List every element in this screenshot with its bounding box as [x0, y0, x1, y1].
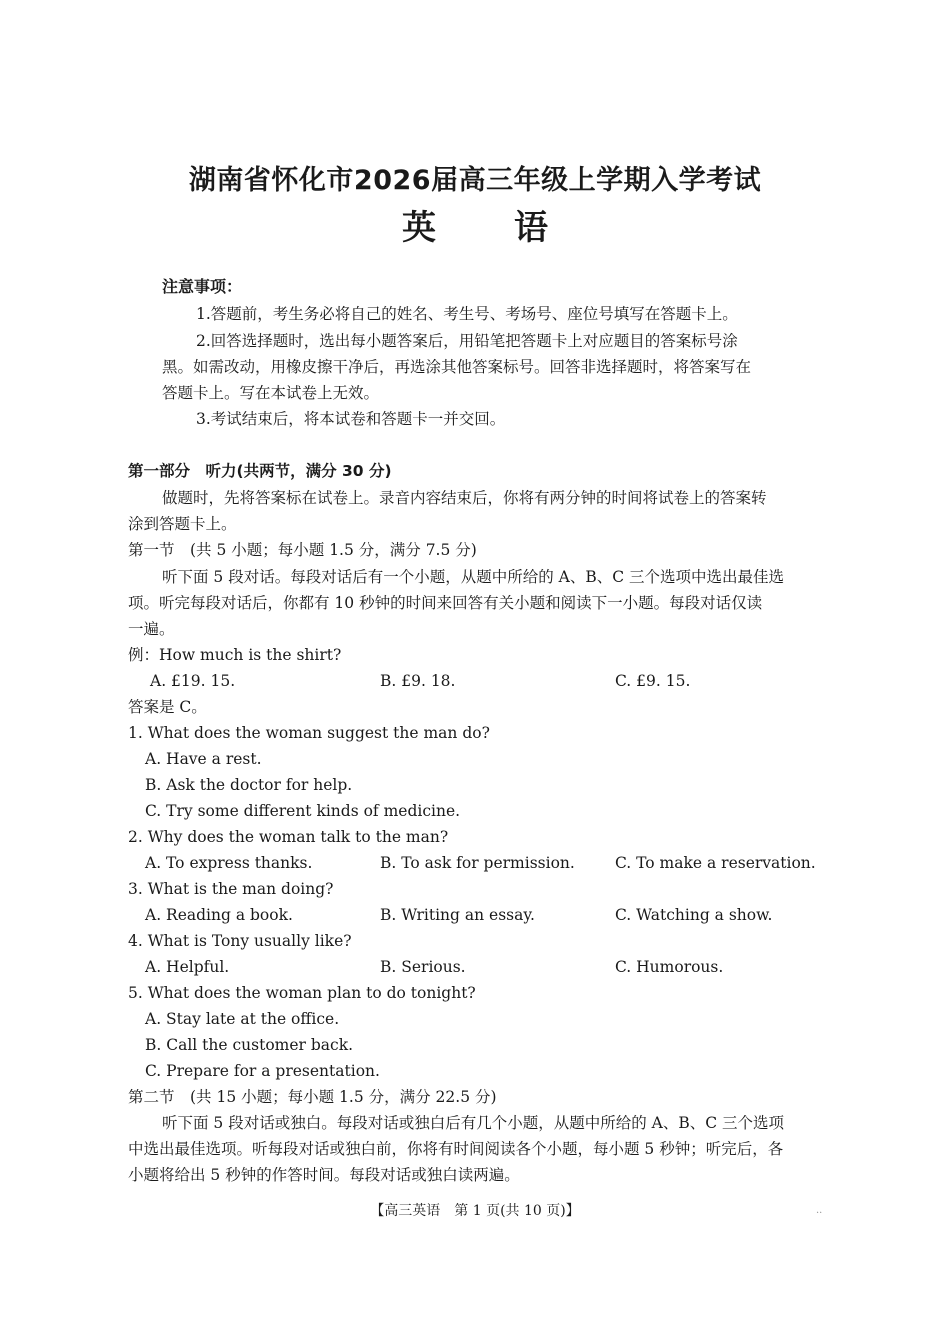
part-one-intro-line-2: 涂到答题卡上。 [128, 515, 237, 533]
example-option-b: B. £9. 18. [380, 672, 456, 690]
question-4-option-c: C. Humorous. [615, 958, 724, 976]
question-1: 1. What does the woman suggest the man do? [128, 724, 490, 742]
example-option-a: A. £19. 15. [150, 672, 236, 690]
example-question: 例：How much is the shirt? [128, 646, 342, 664]
question-5-option-b: B. Call the customer back. [145, 1036, 354, 1054]
question-2: 2. Why does the woman talk to the man? [128, 828, 449, 846]
subject-title [0, 200, 950, 249]
subject-char-2: 语 [514, 208, 548, 248]
notice-item-3: 3.考试结束后，将本试卷和答题卡一并交回。 [196, 410, 506, 428]
question-3-option-c: C. Watching a show. [615, 906, 773, 924]
question-2-option-a: A. To express thanks. [145, 854, 313, 872]
question-5: 5. What does the woman plan to do tonight? [128, 984, 476, 1002]
question-2-option-b: B. To ask for permission. [380, 854, 575, 872]
subject-char-1: 英 [402, 208, 436, 248]
question-1-option-c: C. Try some different kinds of medicine. [145, 802, 461, 820]
question-2-options [0, 852, 950, 874]
notice-item-1: 1.答题前，考生务必将自己的姓名、考生号、考场号、座位号填写在答题卡上。 [196, 305, 738, 323]
section-one-intro-line-3: 一遍。 [128, 620, 175, 638]
section-two-intro-line-2: 中选出最佳选项。听每段对话或独白前，你将有时间阅读各个小题，每小题 5 秒钟；听完后，各 [128, 1140, 784, 1158]
question-3-options [0, 904, 950, 926]
part-one-intro-line-1: 做题时，先将答案标在试卷上。录音内容结束后，你将有两分钟的时间将试卷上的答案转 [162, 489, 767, 507]
notice-heading: 注意事项： [162, 277, 243, 296]
question-3: 3. What is the man doing? [128, 880, 334, 898]
section-one-intro-line-1: 听下面 5 段对话。每段对话后有一个小题，从题中所给的 A、B、C 三个选项中选出最佳选 [162, 568, 785, 586]
notice-item-2-line-1: 2.回答选择题时，选出每小题答案后，用铅笔把答题卡上对应题目的答案标号涂 [196, 332, 738, 350]
question-1-option-a: A. Have a rest. [145, 750, 262, 768]
section-two-heading: 第二节 (共 15 小题；每小题 1.5 分，满分 22.5 分) [128, 1088, 497, 1106]
question-5-option-a: A. Stay late at the office. [145, 1010, 340, 1028]
question-4-options [0, 956, 950, 978]
question-3-option-a: A. Reading a book. [145, 906, 293, 924]
example-answer: 答案是 C。 [128, 698, 207, 716]
section-two-intro-line-3: 小题将给出 5 秒钟的作答时间。每段对话或独白读两遍。 [128, 1166, 520, 1184]
question-5-option-c: C. Prepare for a presentation. [145, 1062, 380, 1080]
question-4-option-b: B. Serious. [380, 958, 466, 976]
page-footer: 【高三英语 第 1 页(共 10 页)】 [370, 1203, 580, 1219]
example-option-c: C. £9. 15. [615, 672, 691, 690]
notice-item-2-line-3: 答题卡上。写在本试卷上无效。 [162, 384, 380, 402]
exam-title: 湖南省怀化市2026届高三年级上学期入学考试 [188, 165, 762, 196]
section-two-intro-line-1: 听下面 5 段对话或独白。每段对话或独白后有几个小题，从题中所给的 A、B、C 三个选项 [162, 1114, 785, 1132]
section-one-heading: 第一节 (共 5 小题；每小题 1.5 分，满分 7.5 分) [128, 541, 477, 559]
question-4: 4. What is Tony usually like? [128, 932, 352, 950]
question-4-option-a: A. Helpful. [145, 958, 230, 976]
part-one-heading: 第一部分 听力(共两节，满分 30 分) [128, 462, 392, 480]
section-one-intro-line-2: 项。听完每段对话后，你都有 10 秒钟的时间来回答有关小题和阅读下一小题。每段对话仅读 [128, 594, 763, 612]
question-2-option-c: C. To make a reservation. [615, 854, 816, 872]
example-options [0, 670, 950, 692]
question-3-option-b: B. Writing an essay. [380, 906, 535, 924]
notice-item-2-line-2: 黑。如需改动，用橡皮擦干净后，再选涂其他答案标号。回答非选择题时，将答案写在 [162, 358, 752, 376]
scan-artifact-icon: ·· [816, 1208, 823, 1219]
question-1-option-b: B. Ask the doctor for help. [145, 776, 353, 794]
